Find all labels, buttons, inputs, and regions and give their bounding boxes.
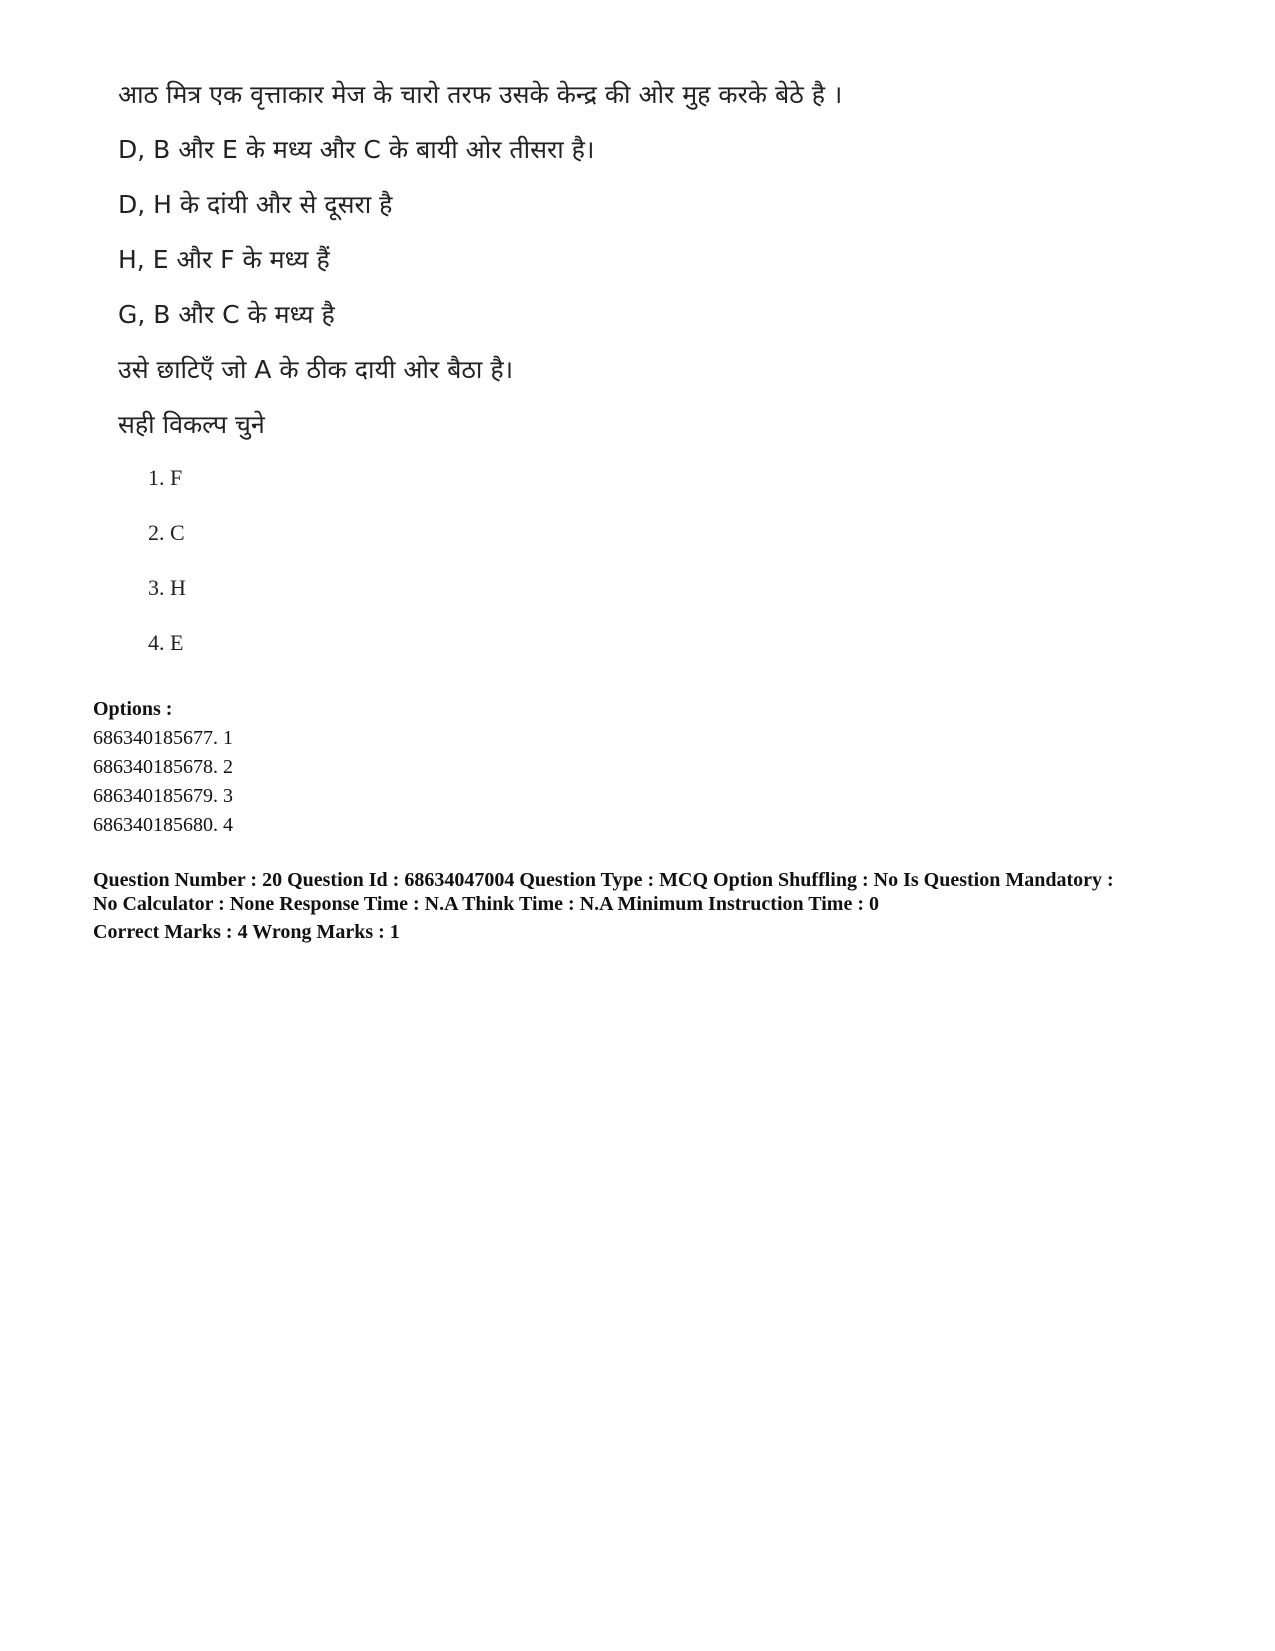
question-line: सही विकल्प चुने: [118, 410, 265, 439]
option-row: 686340185678. 2: [93, 756, 233, 778]
option-row: 686340185677. 1: [93, 727, 233, 749]
question-line: उसे छाटिएँ जो A के ठीक दायी ओर बैठा है।: [118, 355, 514, 384]
option-row: 686340185680. 4: [93, 814, 233, 836]
question-meta-line: Question Number : 20 Question Id : 68634047004 Question Type : MCQ Option Shuffling : No Is Question Mandatory :: [93, 869, 1114, 891]
question-line: आठ मित्र एक वृत्ताकार मेज के चारो तरफ उसके केन्द्र की ओर मुह करके बेठे है ।: [118, 80, 843, 109]
options-heading: Options :: [93, 698, 173, 720]
choice-item: 2. C: [148, 520, 185, 545]
question-line: D, H के दांयी और से दूसरा है: [118, 190, 393, 219]
question-meta-line: No Calculator : None Response Time : N.A Think Time : N.A Minimum Instruction Time : 0: [93, 893, 879, 915]
question-line: D, B और E के मध्य और C के बायी ओर तीसरा है।: [118, 135, 595, 164]
question-meta-block: [93, 868, 1203, 944]
option-row: 686340185679. 3: [93, 785, 233, 807]
choice-list: [148, 463, 1118, 658]
choice-item: 3. H: [148, 575, 186, 600]
options-block: [93, 696, 693, 840]
choice-item: 1. F: [148, 465, 183, 490]
marks-line: Correct Marks : 4 Wrong Marks : 1: [93, 921, 400, 943]
question-line: G, B और C के मध्य है: [118, 300, 335, 329]
question-text-block: [118, 78, 1118, 683]
choice-item: 4. E: [148, 630, 184, 655]
question-line: H, E और F के मध्य हैं: [118, 245, 330, 274]
